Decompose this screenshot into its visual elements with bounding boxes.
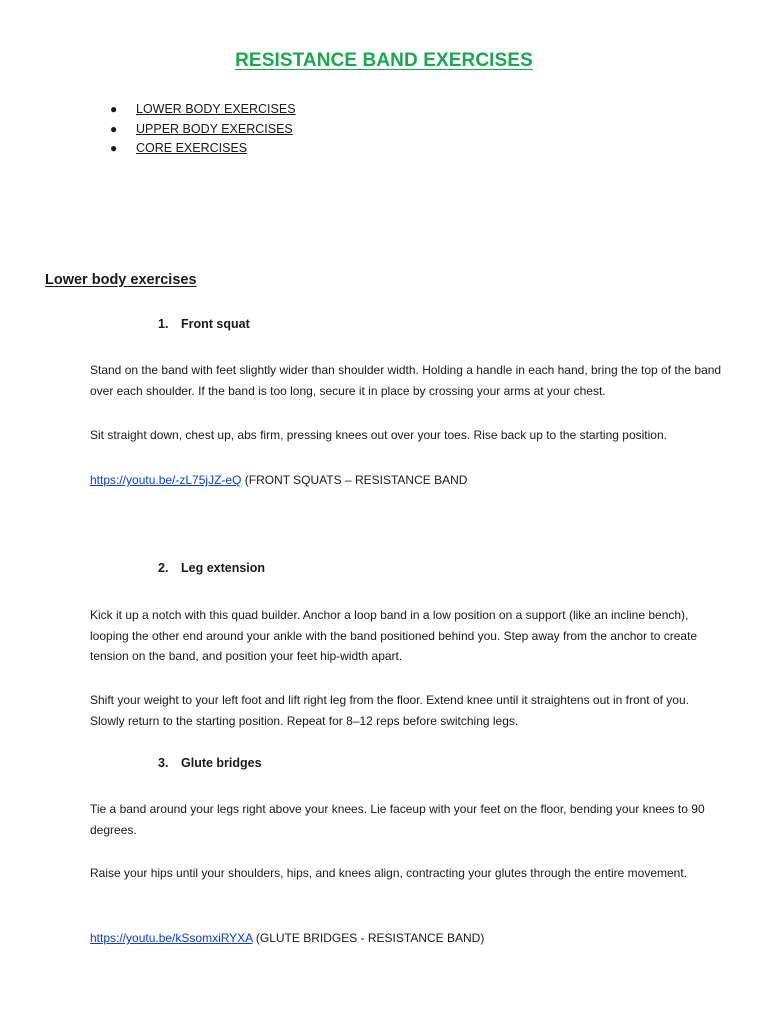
toc-link-core[interactable]: CORE EXERCISES (136, 141, 248, 155)
exercise-paragraph: Raise your hips until your shoulders, hips, and knees align, contracting your glutes through the entire movement. (90, 866, 687, 880)
video-link-note: (FRONT SQUATS – RESISTANCE BAND (241, 473, 468, 487)
exercise-paragraph: Kick it up a notch with this quad builder. Anchor a loop band in a low position on a support (like an incline bench), looping the other end around your ankle with the band positioned behind you. Step away from the anchor to create tension on the band, and position your feet hip-width apart. (90, 608, 698, 663)
video-link-front-squats[interactable]: https://youtu.be/-zL75jJZ-eQ (90, 473, 242, 487)
exercise-paragraph: Stand on the band with feet slightly wider than shoulder width. Holding a handle in each hand, bring the top of the band over each shoulder. If the band is too long, secure it in place by crossing your arms at your chest. (90, 363, 722, 398)
exercise-number: 3. (158, 756, 169, 770)
exercise-paragraph: Shift your weight to your left foot and lift right leg from the floor. Extend knee until it straightens out in front of you. Slowly return to the starting position. Repeat for 8–12 reps before switching legs. (90, 693, 689, 728)
exercise-paragraph: Tie a band around your legs right above your knees. Lie faceup with your feet on the floor, bending your knees to 90 degrees. (90, 802, 705, 837)
exercise-title-front-squat (158, 317, 250, 331)
exercise-title-glute-bridges (158, 756, 262, 770)
video-link-line (90, 928, 484, 948)
section-heading-lower-body: Lower body exercises (45, 272, 197, 288)
video-link-line (90, 470, 467, 490)
exercise-number: 2. (158, 561, 169, 575)
bullet-icon: ● (110, 141, 118, 155)
bullet-icon: ● (110, 102, 118, 116)
video-link-glute-bridges[interactable]: https://youtu.be/kSsomxiRYXA (90, 931, 253, 945)
bullet-icon: ● (110, 121, 118, 136)
toc-link-upper-body[interactable]: UPPER BODY EXERCISES (136, 121, 293, 136)
exercise-name: Leg extension (181, 561, 266, 575)
exercise-number: 1. (158, 317, 169, 331)
toc-link-lower-body[interactable]: LOWER BODY EXERCISES (136, 102, 296, 116)
document-title: RESISTANCE BAND EXERCISES (235, 50, 533, 71)
video-link-note: (GLUTE BRIDGES - RESISTANCE BAND) (252, 931, 485, 945)
exercise-title-leg-extension (158, 561, 265, 575)
exercise-name: Glute bridges (181, 756, 262, 770)
exercise-name: Front squat (181, 317, 250, 331)
exercise-paragraph: Sit straight down, chest up, abs firm, pressing knees out over your toes. Rise back up to the starting position. (90, 428, 667, 442)
